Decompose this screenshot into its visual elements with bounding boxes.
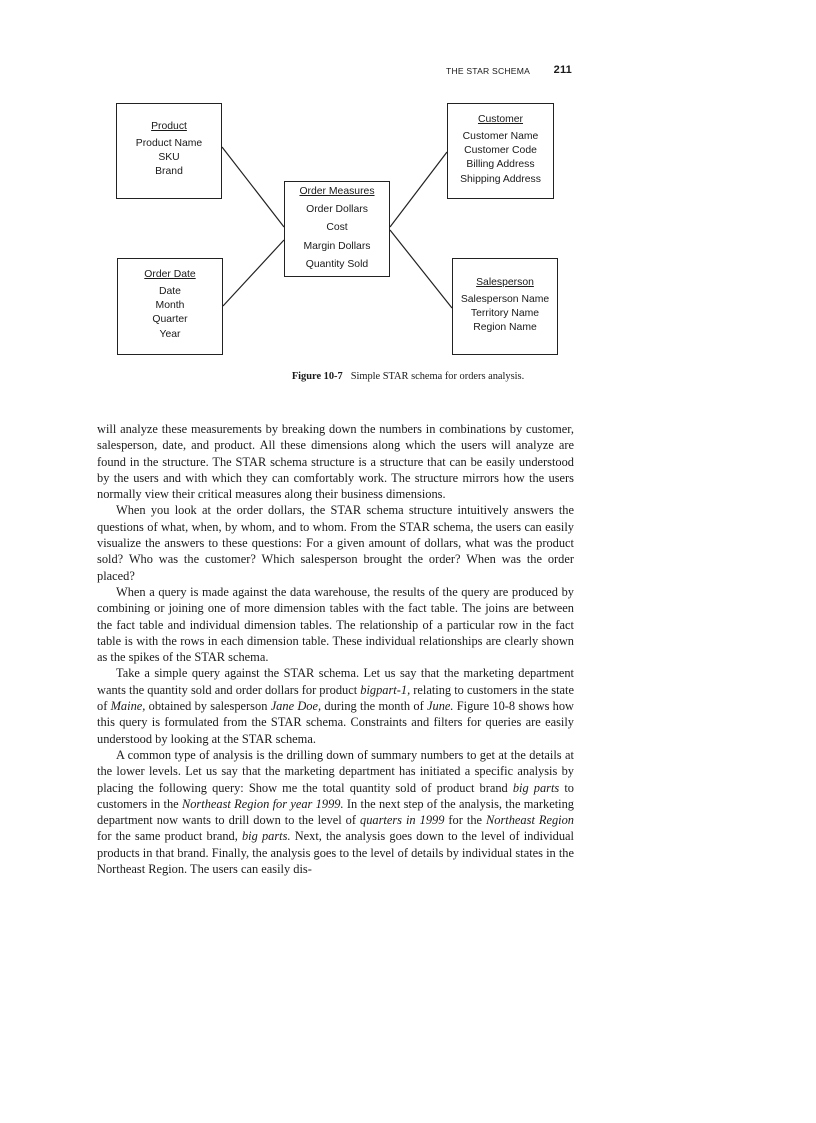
connector-product-fact (222, 147, 284, 227)
customer-field: Billing Address (466, 159, 535, 171)
italic-run: big parts. (241, 829, 291, 844)
figure-caption-text: Simple STAR schema for orders analysis. (350, 371, 525, 382)
salesperson-dimension-table (452, 258, 558, 355)
connector-salesperson-fact (390, 230, 452, 308)
fact-field: Cost (326, 222, 348, 234)
product-field: Brand (155, 166, 183, 178)
order-date-field: Month (155, 300, 185, 312)
text-run: A common type of analysis is the drilling down of summary numbers to get at the details at the lower levels. Let us say that the marketing department has initiated a specific analysis by placing the following query: Show me the total quantity sold of product brand (97, 747, 574, 795)
italic-run: big parts (512, 780, 560, 795)
product-field: SKU (158, 152, 180, 164)
figure-caption (0, 371, 816, 382)
text-run: relating to customers in the state of (97, 682, 574, 714)
body-text (97, 421, 574, 877)
text-run: Next, the analysis goes down to the level of individual products in that brand. Finally, the analysis goes to the level of details by individual states in the Northeast Region. The users can easily dis- (97, 829, 574, 877)
italic-run: bigpart-1, (360, 682, 411, 697)
salesperson-field: Territory Name (470, 308, 540, 320)
text-run: for the (444, 813, 487, 828)
page-number: 211 (553, 64, 572, 76)
salesperson-field: Salesperson Name (460, 294, 550, 305)
fact-table-title: Order Measures (299, 186, 375, 197)
customer-field: Customer Code (464, 145, 537, 157)
fact-field: Margin Dollars (303, 240, 371, 252)
paragraph-2: When you look at the order dollars, the STAR schema structure intuitively answers the questions of what, when, by whom, and to whom. From the STAR schema, the users can easily visualize the answers to these questions: For a given amount of dollars, what was the product sold? Who was the customer? Which salesperson brought the order? When was the order placed? (97, 503, 574, 583)
star-schema-diagram (0, 0, 816, 400)
salesperson-field: Region Name (473, 322, 537, 334)
text-run: obtained by salesperson (145, 699, 271, 714)
italic-run: Jane Doe, (270, 699, 322, 714)
paragraph-1: will analyze these measurements by breaking down the numbers in combinations by customer, salesperson, date, and product. All these dimensions along which the users will analyze are found in the structure. The STAR schema structure is a structure that can be easily understood by the users and with which they can comfortably work. The structure mirrors how the users normally view their critical measures along their business dimensions. (97, 422, 574, 502)
customer-table-title: Customer (477, 114, 524, 125)
running-head-title: THE STAR SCHEMA (446, 66, 531, 76)
product-dimension-table (116, 103, 222, 199)
paragraph-5 (97, 747, 574, 877)
product-field: Product Name (135, 138, 203, 149)
order-date-dimension-table (117, 258, 223, 355)
order-date-field: Year (159, 328, 181, 340)
order-date-field: Quarter (152, 314, 188, 326)
italic-run: Northeast Region for year 1999. (181, 796, 344, 811)
product-table-title: Product (151, 121, 187, 132)
connector-customer-fact (390, 152, 447, 227)
fact-field: Order Dollars (306, 204, 368, 215)
salesperson-table-title: Salesperson (476, 277, 534, 288)
order-date-table-title: Order Date (144, 269, 196, 280)
italic-run: Northeast Region (486, 813, 574, 828)
italic-run: June. (427, 699, 454, 714)
italic-run: quarters in 1999 (360, 813, 445, 828)
italic-run: Maine, (110, 699, 146, 714)
text-run: Take a simple query against the STAR schema. Let us say that the marketing department wants the quantity sold and order dollars for product (97, 666, 574, 697)
connector-orderdate-fact (223, 240, 284, 306)
customer-field: Shipping Address (460, 173, 541, 185)
text-run: during the month of (321, 699, 427, 714)
customer-dimension-table (447, 103, 554, 199)
text-run: for the same product brand, (97, 829, 242, 844)
paragraph-3: When a query is made against the data warehouse, the results of the query are produced by combining or joining one of more dimension tables with the fact table. The joins are between the fact table and individual dimension tables. The relationship of a particular row in the fact table is with the rows in each dimension table. These individual relationships are clearly shown as the spikes of the STAR schema. (97, 584, 574, 665)
paragraph-4 (97, 665, 574, 746)
customer-field: Customer Name (462, 131, 539, 142)
text-run: Figure 10-8 shows how this query is formulated from the STAR schema. Constraints and filters for queries are easily understood by looking at the STAR schema. (97, 699, 575, 746)
text-run: to customers in the (97, 780, 574, 811)
order-date-field: Date (159, 286, 181, 297)
figure-label: Figure 10-7 (291, 371, 343, 382)
order-measures-fact-table (284, 181, 390, 277)
text-run: In the next step of the analysis, the marketing department now wants to drill down to the level of (97, 796, 574, 828)
fact-field: Quantity Sold (305, 259, 369, 271)
